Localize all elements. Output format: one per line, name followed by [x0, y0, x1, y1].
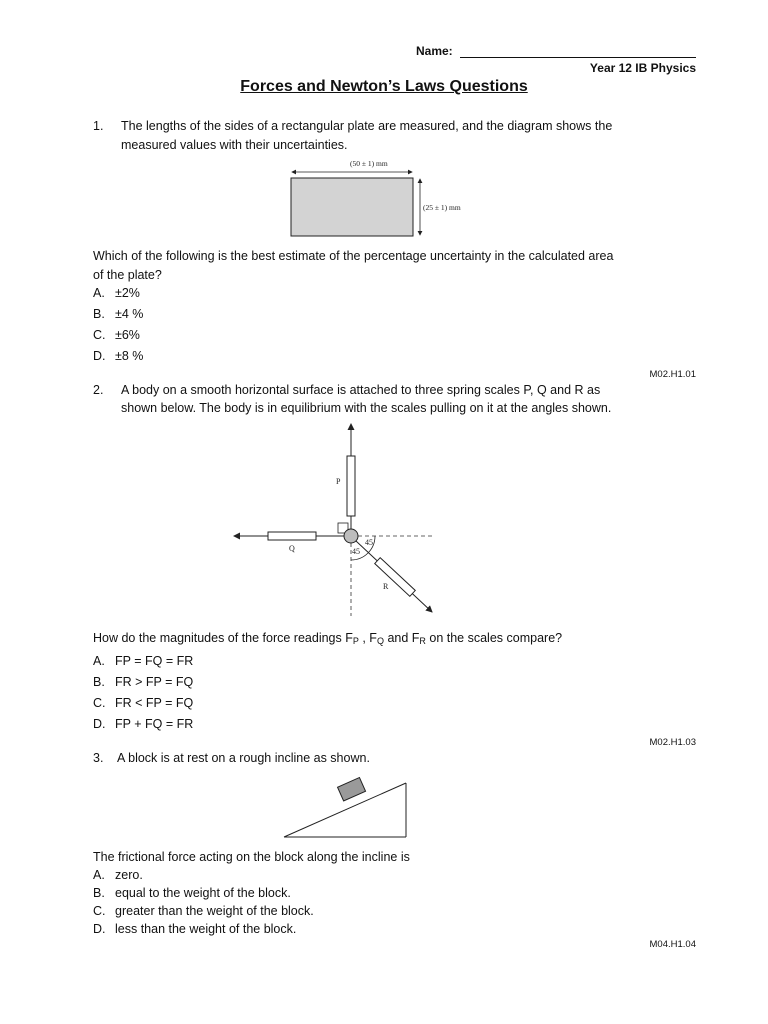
- option-letter: C.: [93, 328, 106, 342]
- q2-code: M02.H1.03: [649, 737, 696, 748]
- option-text: FR < FP = FQ: [115, 696, 194, 710]
- q1-option-c[interactable]: [93, 327, 140, 343]
- name-field-line[interactable]: [460, 57, 696, 58]
- class-label: Year 12 IB Physics: [589, 61, 696, 75]
- q1-plate-rect: [291, 178, 413, 236]
- option-text: ±4 %: [115, 307, 144, 321]
- q1-prompt-line1: Which of the following is the best estimate of the percentage uncertainty in the calculated area: [93, 249, 614, 263]
- option-text: less than the weight of the block.: [115, 922, 297, 936]
- q3-incline-diagram: [280, 770, 430, 842]
- q2-number: 2.: [93, 383, 104, 397]
- q1-option-b[interactable]: [93, 306, 143, 322]
- option-text: ±8 %: [115, 349, 144, 363]
- option-text: greater than the weight of the block.: [115, 904, 314, 918]
- page-title: Forces and Newton’s Laws Questions: [240, 78, 528, 95]
- option-letter: A.: [93, 868, 105, 882]
- q2-label-q: Q: [289, 544, 295, 553]
- q2-option-a[interactable]: [93, 653, 193, 669]
- q1-height-label: (25 ± 1) mm: [423, 203, 461, 212]
- option-text: FR > FP = FQ: [115, 675, 194, 689]
- option-letter: B.: [93, 675, 105, 689]
- option-letter: C.: [93, 904, 106, 918]
- name-label: Name:: [416, 44, 453, 58]
- q3-option-a[interactable]: [93, 867, 143, 883]
- option-letter: B.: [93, 307, 105, 321]
- q1-plate-diagram: [280, 155, 490, 240]
- q1-option-a[interactable]: [93, 285, 140, 301]
- option-letter: C.: [93, 696, 106, 710]
- q1-width-label: (50 ± 1) mm: [350, 159, 388, 168]
- q2-option-b[interactable]: [93, 674, 193, 690]
- q3-option-c[interactable]: [93, 903, 314, 919]
- option-text: equal to the weight of the block.: [115, 886, 291, 900]
- option-letter: A.: [93, 286, 105, 300]
- q3-block: [338, 778, 366, 801]
- q2-option-d[interactable]: [93, 716, 193, 732]
- q3-number: 3.: [93, 751, 104, 765]
- q2-text-line2: shown below. The body is in equilibrium with the scales pulling on it at the angles shown.: [121, 401, 612, 415]
- q2-q-scale: [268, 532, 316, 540]
- q1-prompt-line2: of the plate?: [93, 268, 162, 282]
- q2-r-scale: [375, 558, 416, 597]
- option-text: zero.: [115, 868, 143, 882]
- option-text: FP = FQ = FR: [115, 654, 194, 668]
- q2-angle-bottom: 45: [352, 547, 360, 556]
- q2-angle-top: 45: [365, 538, 373, 547]
- q3-text: A block is at rest on a rough incline as shown.: [117, 751, 370, 765]
- q2-spring-scales-diagram: [220, 418, 460, 618]
- option-letter: A.: [93, 654, 105, 668]
- option-text: FP + FQ = FR: [115, 717, 194, 731]
- q2-text-line1: A body on a smooth horizontal surface is attached to three spring scales P, Q and R as: [121, 383, 601, 397]
- q2-body: [344, 529, 358, 543]
- q1-number: 1.: [93, 119, 104, 133]
- q1-text-line1: The lengths of the sides of a rectangular plate are measured, and the diagram shows the: [121, 119, 613, 133]
- q3-option-d[interactable]: [93, 921, 296, 937]
- option-letter: D.: [93, 922, 106, 936]
- option-text: ±6%: [115, 328, 140, 342]
- option-letter: B.: [93, 886, 105, 900]
- q2-label-p: P: [336, 477, 341, 486]
- q2-prompt: How do the magnitudes of the force readings $F_P$ , $F_Q$ and $F_R$ on the scales compare?: [93, 631, 563, 646]
- q1-text-line2: measured values with their uncertainties.: [121, 138, 348, 152]
- q1-code: M02.H1.01: [649, 369, 696, 380]
- q2-option-c[interactable]: [93, 695, 193, 711]
- q3-prompt: The frictional force acting on the block along the incline is: [93, 850, 410, 864]
- q3-code: M04.H1.04: [649, 939, 696, 950]
- option-text: ±2%: [115, 286, 140, 300]
- q1-option-d[interactable]: [93, 348, 143, 364]
- q2-label-r: R: [383, 582, 389, 591]
- q2-p-scale: [347, 456, 355, 516]
- option-letter: D.: [93, 717, 106, 731]
- option-letter: D.: [93, 349, 106, 363]
- q3-option-b[interactable]: [93, 885, 291, 901]
